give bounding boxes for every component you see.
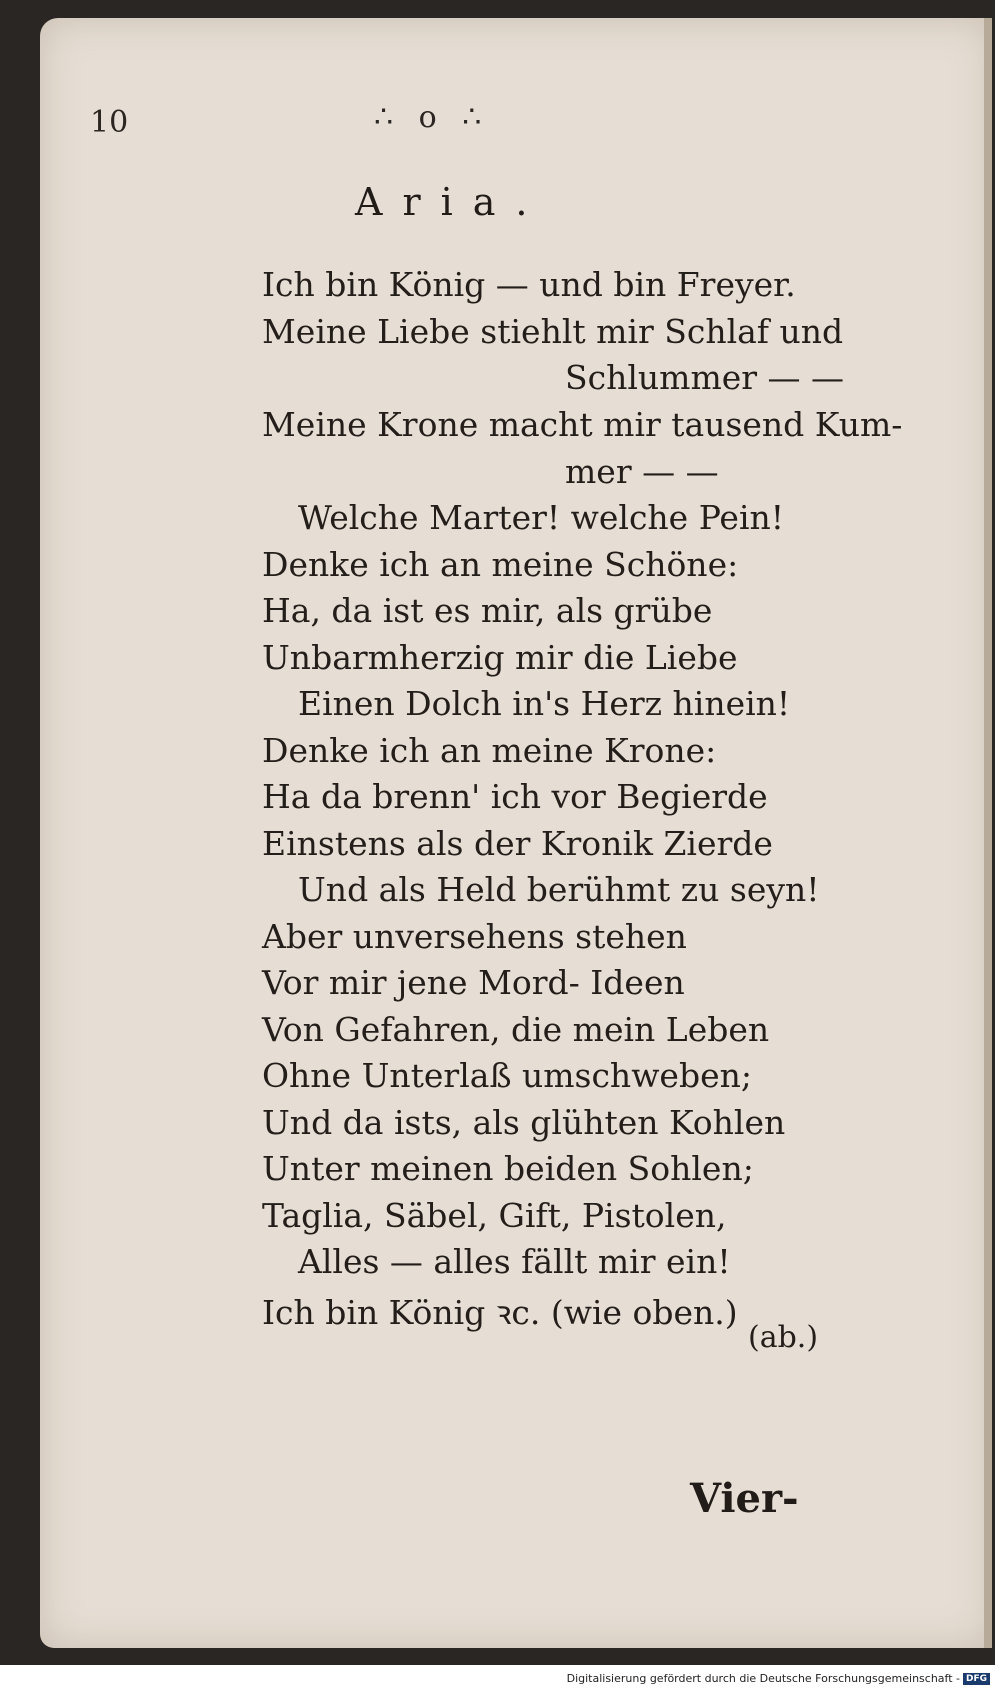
verse-line: Ich bin König ꝛc. (wie oben.) <box>262 1293 738 1332</box>
stage-direction: (ab.) <box>748 1320 819 1355</box>
page-number: 10 <box>90 105 129 140</box>
verse-line: mer — — <box>565 452 719 491</box>
verse-line: Einstens als der Kronik Zierde <box>262 824 773 863</box>
verse-line: Meine Krone macht mir tausend Kum- <box>262 405 903 444</box>
page-edge <box>984 18 992 1648</box>
verse-line: Ha, da ist es mir, als grübe <box>262 591 713 630</box>
verse-line: Einen Dolch in's Herz hinein! <box>298 684 791 723</box>
verse-line: Denke ich an meine Schöne: <box>262 545 739 584</box>
verse-line: Vor mir jene Mord- Ideen <box>262 963 685 1002</box>
verse-line: Alles — alles fällt mir ein! <box>298 1242 731 1281</box>
verse-line: Taglia, Säbel, Gift, Pistolen, <box>262 1196 727 1235</box>
dfg-logo: DFG <box>963 1673 990 1685</box>
verse-line: Meine Liebe stiehlt mir Schlaf und <box>262 312 844 351</box>
verse-line: Von Gefahren, die mein Leben <box>262 1010 770 1049</box>
verse-line: Schlummer — — <box>565 358 845 397</box>
footer-text: Digitalisierung gefördert durch die Deutsche Forschungsgemeinschaft - <box>566 1672 960 1685</box>
verse-line: Welche Marter! welche Pein! <box>298 498 785 537</box>
verse-line: Aber unversehens stehen <box>262 917 687 956</box>
verse-line: Und als Held berühmt zu seyn! <box>298 870 820 909</box>
digitization-footer <box>567 1672 990 1685</box>
verse-line: Ha da brenn' ich vor Begierde <box>262 777 768 816</box>
verse-line: Ohne Unterlaß umschweben; <box>262 1056 752 1095</box>
verse-line: Unbarmherzig mir die Liebe <box>262 638 738 677</box>
header-ornament: ∴ o ∴ <box>374 100 490 135</box>
verse-line: Unter meinen beiden Sohlen; <box>262 1149 754 1188</box>
catchword: Vier- <box>690 1475 799 1522</box>
aria-title: Aria. <box>355 180 548 224</box>
verse-line: Denke ich an meine Krone: <box>262 731 717 770</box>
verse-line: Ich bin König — und bin Freyer. <box>262 265 796 304</box>
verse-line: Und da ists, als glühten Kohlen <box>262 1103 786 1142</box>
